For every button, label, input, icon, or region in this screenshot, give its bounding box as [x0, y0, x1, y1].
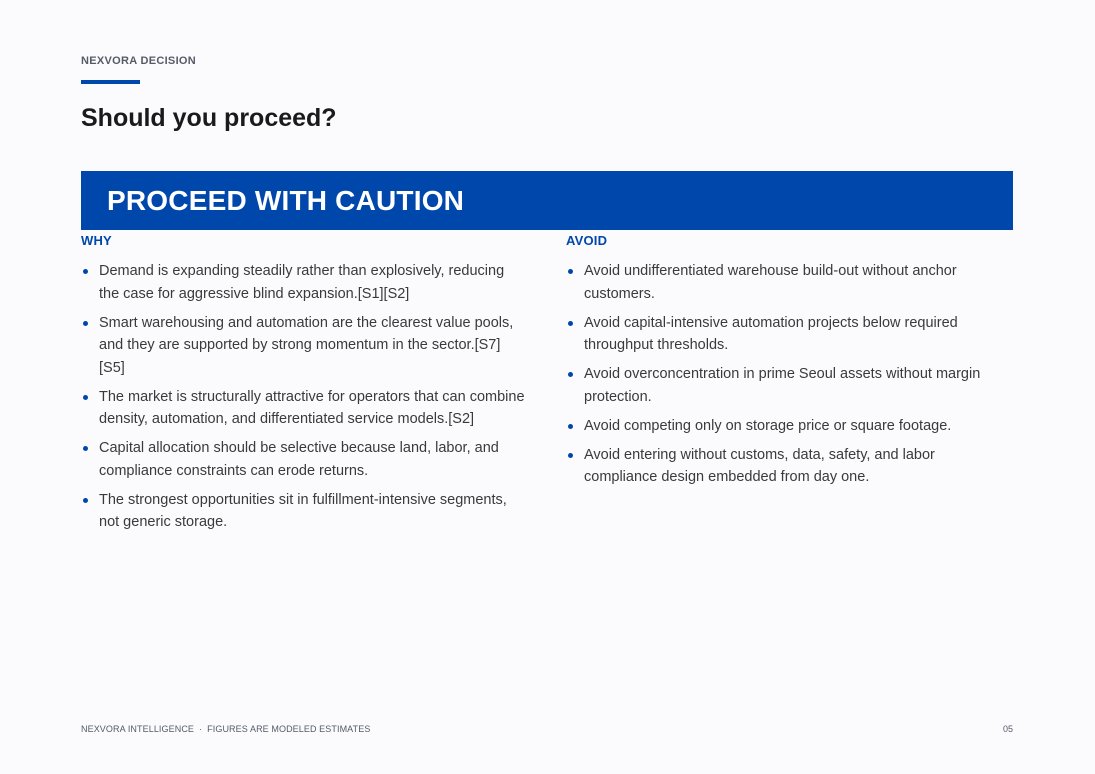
why-item-text: Demand is expanding steadily rather than explosively, reducing the case for aggressive blind expansion.[S1][S2] [99, 263, 505, 302]
why-item-text: Capital allocation should be selective because land, labor, and compliance constraints can erode returns. [99, 440, 499, 479]
accent-rule [81, 80, 140, 84]
bullet-icon [83, 395, 88, 400]
list-item [566, 312, 1006, 357]
why-item-text: The market is structurally attractive for operators that can combine density, automation, and differentiated service models.[S2] [99, 388, 525, 427]
bullet-icon [568, 453, 573, 458]
bullet-icon [83, 498, 88, 503]
footer-separator: · [199, 724, 203, 734]
avoid-item-text: Avoid competing only on storage price or square footage. [584, 417, 952, 434]
page-number: 05 [1002, 724, 1013, 734]
bullet-icon [568, 321, 573, 326]
bullet-icon [83, 269, 88, 274]
list-item [81, 260, 526, 305]
why-heading: WHY [81, 233, 112, 248]
bullet-icon [568, 269, 573, 274]
list-item [81, 386, 526, 431]
avoid-list [566, 260, 1006, 489]
avoid-item-text: Avoid overconcentration in prime Seoul assets without margin protection. [584, 366, 981, 405]
page-title: Should you proceed? [81, 104, 337, 132]
footer-note [81, 724, 370, 734]
avoid-item-text: Avoid entering without customs, data, safety, and labor compliance design embedded from day one. [584, 446, 935, 485]
list-item [566, 363, 1006, 408]
list-item [566, 260, 1006, 305]
bullet-icon [568, 372, 573, 377]
why-column [81, 233, 526, 540]
avoid-heading: AVOID [566, 233, 608, 248]
footer-brand: NEXVORA INTELLIGENCE [81, 724, 195, 734]
footer-disclaimer: FIGURES ARE MODELED ESTIMATES [207, 724, 371, 734]
list-item [566, 415, 1006, 438]
bullet-icon [83, 321, 88, 326]
why-item-text: Smart warehousing and automation are the clearest value pools, and they are supported by strong momentum in the sector.[S7][S5] [99, 314, 514, 376]
why-item-text: The strongest opportunities sit in fulfillment-intensive segments, not generic storage. [99, 491, 507, 530]
list-item [81, 489, 526, 534]
verdict-banner [81, 171, 1013, 230]
eyebrow-label: NEXVORA DECISION [81, 55, 197, 67]
avoid-column [566, 233, 1006, 495]
bullet-icon [83, 446, 88, 451]
avoid-item-text: Avoid capital-intensive automation projects below required throughput thresholds. [584, 314, 958, 353]
verdict-text: PROCEED WITH CAUTION [107, 184, 465, 216]
list-item [81, 437, 526, 482]
why-list [81, 260, 526, 534]
list-item [566, 444, 1006, 489]
avoid-item-text: Avoid undifferentiated warehouse build-out without anchor customers. [584, 263, 957, 302]
list-item [81, 312, 526, 380]
bullet-icon [568, 424, 573, 429]
